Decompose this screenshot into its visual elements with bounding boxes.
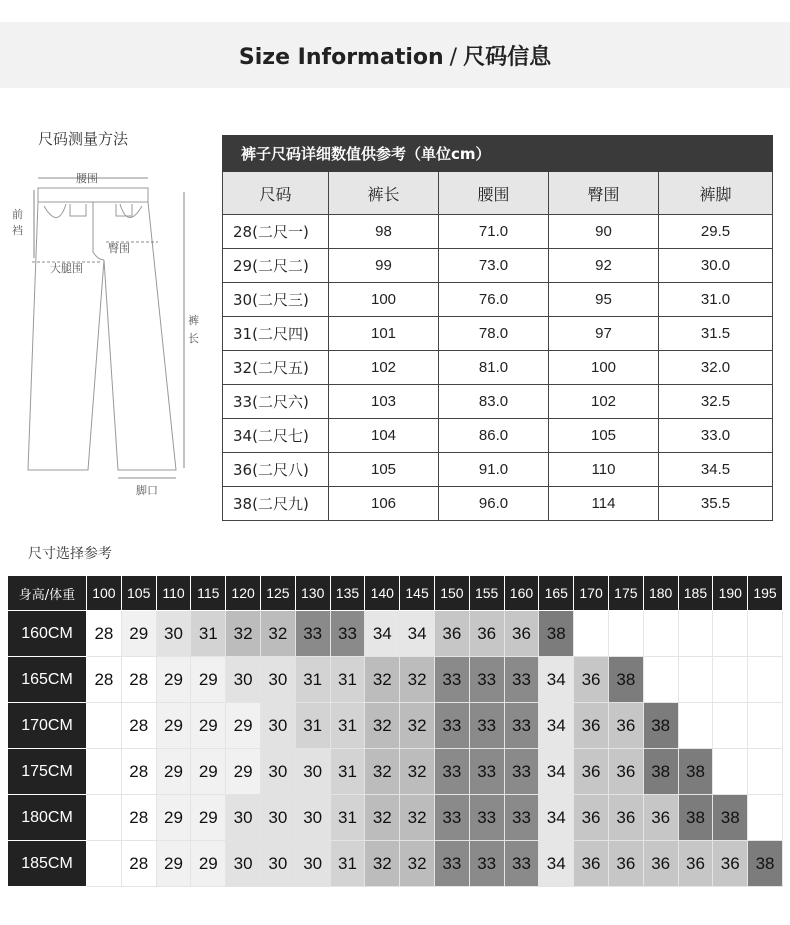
size-table-cell: 100 (549, 351, 659, 385)
weight-header: 155 (469, 576, 504, 611)
size-table-cell: 104 (329, 419, 439, 453)
size-recommendation-cell: 29 (191, 841, 226, 887)
size-recommendation-cell: 30 (260, 703, 295, 749)
weight-header: 160 (504, 576, 539, 611)
size-recommendation-cell: 33 (469, 841, 504, 887)
size-recommendation-cell: 30 (260, 749, 295, 795)
size-recommendation-cell: 33 (504, 657, 539, 703)
hem-label: 脚口 (136, 484, 158, 497)
height-header: 170CM (8, 703, 87, 749)
title-separator: / (449, 45, 458, 70)
size-table-cell: 31.5 (659, 317, 773, 351)
title-english: Size Information (238, 45, 444, 70)
weight-header: 130 (295, 576, 330, 611)
weight-header: 100 (87, 576, 122, 611)
size-recommendation-cell: 33 (469, 749, 504, 795)
size-table-row (223, 351, 773, 385)
size-recommendation-cell: 33 (469, 795, 504, 841)
size-table-cell: 73.0 (439, 249, 549, 283)
weight-header: 120 (226, 576, 261, 611)
size-table-cell: 78.0 (439, 317, 549, 351)
size-recommendation-cell: 34 (400, 611, 435, 657)
size-recommendation-cell: 38 (713, 795, 748, 841)
size-recommendation-cell: 30 (226, 795, 261, 841)
size-recommendation-cell (643, 611, 678, 657)
weight-header: 105 (121, 576, 156, 611)
size-recommendation-cell: 34 (539, 749, 574, 795)
size-table-column-header: 腰围 (439, 172, 549, 215)
size-table-cell: 29(二尺二) (223, 249, 329, 283)
size-recommendation-cell: 28 (121, 841, 156, 887)
size-recommendation-cell: 38 (643, 703, 678, 749)
size-table-cell: 81.0 (439, 351, 549, 385)
size-recommendation-cell (87, 749, 122, 795)
pants-measurement-diagram (8, 160, 218, 500)
size-table-cell: 110 (549, 453, 659, 487)
size-table-cell: 98 (329, 215, 439, 249)
size-recommendation-cell: 33 (434, 841, 469, 887)
height-row (8, 795, 783, 841)
size-recommendation-cell: 28 (121, 749, 156, 795)
size-table-cell: 106 (329, 487, 439, 521)
size-table-cell: 105 (549, 419, 659, 453)
size-table-cell: 83.0 (439, 385, 549, 419)
height-header: 180CM (8, 795, 87, 841)
size-recommendation-cell: 36 (643, 841, 678, 887)
size-table-cell: 102 (329, 351, 439, 385)
size-recommendation-cell (678, 611, 713, 657)
height-header: 185CM (8, 841, 87, 887)
size-recommendation-cell: 36 (574, 703, 609, 749)
size-recommendation-cell (678, 703, 713, 749)
size-recommendation-cell (87, 795, 122, 841)
size-recommendation-cell (574, 611, 609, 657)
size-table-cell: 103 (329, 385, 439, 419)
size-recommendation-cell: 29 (226, 703, 261, 749)
size-recommendation-cell: 32 (365, 703, 400, 749)
size-recommendation-cell: 36 (574, 749, 609, 795)
size-table-cell: 33(二尺六) (223, 385, 329, 419)
size-recommendation-cell: 34 (365, 611, 400, 657)
size-table-row (223, 487, 773, 521)
size-recommendation-cell: 36 (678, 841, 713, 887)
size-table-cell: 91.0 (439, 453, 549, 487)
thigh-label: 大腿围 (50, 262, 83, 275)
size-table-cell: 76.0 (439, 283, 549, 317)
size-recommendation-cell: 36 (574, 657, 609, 703)
page-title (0, 40, 790, 71)
size-recommendation-cell: 31 (191, 611, 226, 657)
size-table-cell: 97 (549, 317, 659, 351)
size-table-cell: 34.5 (659, 453, 773, 487)
size-recommendation-cell: 33 (330, 611, 365, 657)
size-recommendation-cell: 38 (748, 841, 783, 887)
hip-label: 臀围 (108, 242, 130, 255)
measure-method-label: 尺码测量方法 (38, 130, 129, 148)
height-row (8, 841, 783, 887)
size-recommendation-cell: 30 (260, 841, 295, 887)
size-recommendation-cell: 30 (295, 795, 330, 841)
size-recommendation-cell: 33 (434, 795, 469, 841)
size-recommendation-cell: 29 (156, 703, 191, 749)
size-recommendation-cell: 32 (365, 749, 400, 795)
size-recommendation-cell: 36 (643, 795, 678, 841)
size-table-column-header: 裤长 (329, 172, 439, 215)
size-table-cell: 28(二尺一) (223, 215, 329, 249)
size-table-row (223, 453, 773, 487)
size-recommendation-cell: 29 (121, 611, 156, 657)
size-recommendation-cell: 29 (156, 749, 191, 795)
size-recommendation-cell: 31 (295, 657, 330, 703)
size-recommendation-cell: 38 (539, 611, 574, 657)
size-recommendation-cell: 30 (295, 841, 330, 887)
size-recommendation-cell: 30 (260, 657, 295, 703)
size-table-caption: 裤子尺码详细数值供参考（单位cm） (223, 136, 773, 172)
size-recommendation-cell (608, 611, 643, 657)
size-recommendation-cell (713, 611, 748, 657)
title-chinese: 尺码信息 (463, 45, 552, 70)
size-recommendation-cell: 28 (121, 657, 156, 703)
size-table-cell: 100 (329, 283, 439, 317)
size-table-column-header: 尺码 (223, 172, 329, 215)
size-recommendation-cell: 32 (400, 749, 435, 795)
size-recommendation-cell: 34 (539, 841, 574, 887)
height-row (8, 611, 783, 657)
size-recommendation-cell: 32 (400, 657, 435, 703)
size-recommendation-cell: 31 (330, 703, 365, 749)
size-recommendation-cell: 32 (365, 795, 400, 841)
size-recommendation-cell: 38 (678, 749, 713, 795)
size-recommendation-cell: 31 (330, 749, 365, 795)
height-row (8, 657, 783, 703)
weight-header: 195 (748, 576, 783, 611)
weight-header: 190 (713, 576, 748, 611)
size-table-cell: 105 (329, 453, 439, 487)
size-table-cell: 114 (549, 487, 659, 521)
size-recommendation-cell: 34 (539, 657, 574, 703)
size-recommendation-cell: 30 (260, 795, 295, 841)
size-recommendation-cell: 36 (713, 841, 748, 887)
weight-header: 175 (608, 576, 643, 611)
size-recommendation-cell: 34 (539, 703, 574, 749)
size-table-cell: 86.0 (439, 419, 549, 453)
size-table-cell: 32(二尺五) (223, 351, 329, 385)
size-recommendation-cell: 33 (504, 841, 539, 887)
size-recommendation-cell: 36 (608, 795, 643, 841)
size-table-cell: 96.0 (439, 487, 549, 521)
size-table-row (223, 317, 773, 351)
weight-header: 135 (330, 576, 365, 611)
size-recommendation-cell (87, 703, 122, 749)
size-table-cell: 35.5 (659, 487, 773, 521)
size-table-cell: 90 (549, 215, 659, 249)
size-recommendation-cell: 36 (608, 749, 643, 795)
size-recommendation-cell: 29 (156, 841, 191, 887)
height-header: 175CM (8, 749, 87, 795)
size-table-cell: 99 (329, 249, 439, 283)
weight-header: 170 (574, 576, 609, 611)
size-recommendation-cell: 29 (226, 749, 261, 795)
front-rise-label-1: 前 (12, 208, 23, 221)
size-table-cell: 32.0 (659, 351, 773, 385)
size-recommendation-cell: 33 (504, 703, 539, 749)
size-recommendation-cell: 38 (678, 795, 713, 841)
size-selection-label: 尺寸选择参考 (28, 546, 112, 562)
size-table-cell: 29.5 (659, 215, 773, 249)
size-table-cell: 32.5 (659, 385, 773, 419)
size-table-column-header: 裤脚 (659, 172, 773, 215)
size-recommendation-cell (748, 611, 783, 657)
weight-header: 150 (434, 576, 469, 611)
size-table-cell: 38(二尺九) (223, 487, 329, 521)
size-recommendation-cell: 29 (156, 795, 191, 841)
length-label-2: 长 (188, 332, 199, 345)
size-recommendation-cell: 33 (295, 611, 330, 657)
size-recommendation-cell: 38 (608, 657, 643, 703)
size-table-cell: 30.0 (659, 249, 773, 283)
weight-header: 185 (678, 576, 713, 611)
size-table-row (223, 215, 773, 249)
size-recommendation-cell: 32 (365, 657, 400, 703)
size-recommendation-cell: 32 (226, 611, 261, 657)
size-table-cell: 31(二尺四) (223, 317, 329, 351)
size-table-cell: 31.0 (659, 283, 773, 317)
size-recommendation-cell: 32 (260, 611, 295, 657)
height-row (8, 749, 783, 795)
size-recommendation-cell: 36 (574, 841, 609, 887)
size-recommendation-cell: 36 (434, 611, 469, 657)
size-table-row (223, 419, 773, 453)
size-recommendation-cell: 31 (330, 657, 365, 703)
size-recommendation-cell: 33 (469, 657, 504, 703)
size-recommendation-cell (748, 749, 783, 795)
size-recommendation-cell: 33 (434, 749, 469, 795)
waist-label: 腰围 (76, 172, 98, 185)
size-table-row (223, 385, 773, 419)
size-recommendation-cell: 28 (87, 657, 122, 703)
size-table-column-header: 臀围 (549, 172, 659, 215)
size-recommendation-cell: 36 (574, 795, 609, 841)
weight-header: 125 (260, 576, 295, 611)
size-table-cell: 34(二尺七) (223, 419, 329, 453)
size-table-cell: 33.0 (659, 419, 773, 453)
size-table-cell: 92 (549, 249, 659, 283)
size-detail-table (222, 135, 773, 521)
header-banner (0, 22, 790, 88)
size-recommendation-cell: 29 (156, 657, 191, 703)
height-weight-table (7, 575, 783, 887)
height-row (8, 703, 783, 749)
size-recommendation-cell: 30 (156, 611, 191, 657)
size-recommendation-cell: 29 (191, 795, 226, 841)
height-header: 160CM (8, 611, 87, 657)
size-recommendation-cell: 30 (226, 841, 261, 887)
size-recommendation-cell: 36 (608, 703, 643, 749)
weight-header: 110 (156, 576, 191, 611)
size-table-cell: 102 (549, 385, 659, 419)
size-recommendation-cell: 28 (121, 703, 156, 749)
size-recommendation-cell: 33 (504, 749, 539, 795)
size-recommendation-cell (87, 841, 122, 887)
size-table-cell: 101 (329, 317, 439, 351)
size-recommendation-cell: 30 (226, 657, 261, 703)
size-recommendation-cell: 29 (191, 749, 226, 795)
weight-header: 140 (365, 576, 400, 611)
weight-header: 180 (643, 576, 678, 611)
size-recommendation-cell: 32 (400, 841, 435, 887)
size-table-cell: 30(二尺三) (223, 283, 329, 317)
size-recommendation-cell: 30 (295, 749, 330, 795)
size-table-cell: 36(二尺八) (223, 453, 329, 487)
size-recommendation-cell (678, 657, 713, 703)
size-recommendation-cell: 38 (643, 749, 678, 795)
corner-header: 身高/体重 (8, 576, 87, 611)
size-recommendation-cell (748, 703, 783, 749)
size-recommendation-cell: 28 (121, 795, 156, 841)
weight-header: 165 (539, 576, 574, 611)
size-recommendation-cell (748, 795, 783, 841)
size-recommendation-cell (713, 703, 748, 749)
size-recommendation-cell: 29 (191, 703, 226, 749)
size-table-cell: 71.0 (439, 215, 549, 249)
size-recommendation-cell: 32 (400, 703, 435, 749)
size-recommendation-cell: 34 (539, 795, 574, 841)
size-table-row (223, 249, 773, 283)
size-recommendation-cell: 36 (608, 841, 643, 887)
size-recommendation-cell: 32 (400, 795, 435, 841)
size-recommendation-cell: 31 (330, 795, 365, 841)
size-recommendation-cell: 36 (469, 611, 504, 657)
front-rise-label-2: 裆 (12, 224, 23, 237)
size-recommendation-cell: 32 (365, 841, 400, 887)
size-recommendation-cell: 28 (87, 611, 122, 657)
size-recommendation-cell: 33 (434, 657, 469, 703)
size-recommendation-cell (713, 749, 748, 795)
size-recommendation-cell: 31 (295, 703, 330, 749)
size-recommendation-cell: 33 (504, 795, 539, 841)
weight-header: 115 (191, 576, 226, 611)
size-recommendation-cell (713, 657, 748, 703)
size-recommendation-cell (643, 657, 678, 703)
size-table-row (223, 283, 773, 317)
weight-header: 145 (400, 576, 435, 611)
size-table-cell: 95 (549, 283, 659, 317)
length-label-1: 裤 (188, 314, 199, 327)
size-recommendation-cell: 29 (191, 657, 226, 703)
size-recommendation-cell (748, 657, 783, 703)
size-recommendation-cell: 31 (330, 841, 365, 887)
size-recommendation-cell: 33 (434, 703, 469, 749)
size-recommendation-cell: 36 (504, 611, 539, 657)
height-header: 165CM (8, 657, 87, 703)
size-recommendation-cell: 33 (469, 703, 504, 749)
